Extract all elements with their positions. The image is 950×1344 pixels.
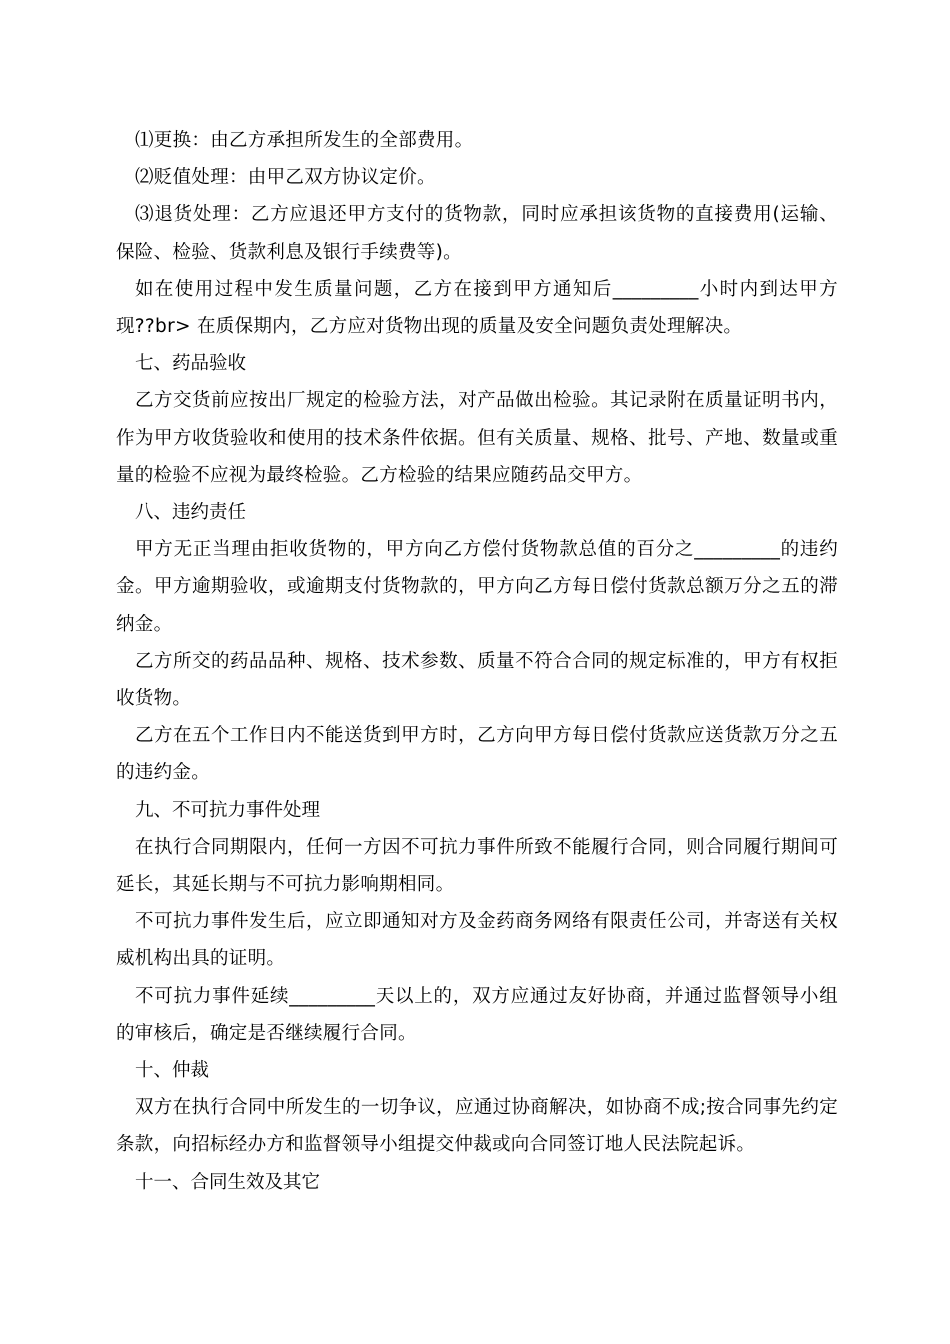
clause-rejection: 乙方所交的药品品种、规格、技术参数、质量不符合合同的规定标准的，甲方有权拒收货物。 <box>116 650 838 710</box>
section-heading-8: 八、违约责任 <box>135 502 247 524</box>
clause-quality-issue: 如在使用过程中发生质量问题，乙方在接到甲方通知后_________小时内到达甲方现??br> 在质保期内，乙方应对货物出现的质量及安全问题负责处理解决。 <box>116 278 838 338</box>
clause-force-majeure-duration: 不可抗力事件延续_________天以上的，双方应通过友好协商，并通过监督领导小组的审核后，确定是否继续履行合同。 <box>116 985 838 1044</box>
document-page <box>116 122 838 1201</box>
section-heading-10: 十、仲裁 <box>135 1060 210 1082</box>
clause-replacement: ⑴更换：由乙方承担所发生的全部费用。 <box>135 130 474 151</box>
clause-force-majeure-notice: 不可抗力事件发生后，应立即通知对方及金药商务网络有限责任公司，并寄送有关权威机构出具的证明。 <box>116 911 838 970</box>
section-heading-7: 七、药品验收 <box>135 353 247 375</box>
section-heading-9: 九、不可抗力事件处理 <box>135 799 321 821</box>
clause-party-a-penalty: 甲方无正当理由拒收货物的，甲方向乙方偿付货物款总值的百分之_________的违约金。甲方逾期验收，或逾期支付货物款的，甲方向乙方每日偿付货款总额万分之五的滞纳金。 <box>116 539 838 635</box>
clause-arbitration: 双方在执行合同中所发生的一切争议，应通过协商解决，如协商不成;按合同事先约定条款，向招标经办方和监督领导小组提交仲裁或向合同签订地人民法院起诉。 <box>116 1097 838 1156</box>
clause-force-majeure-extension: 在执行合同期限内，任何一方因不可抗力事件所致不能履行合同，则合同履行期间可延长，其延长期与不可抗力影响期相同。 <box>116 836 838 896</box>
clause-depreciation: ⑵贬值处理：由甲乙双方协议定价。 <box>135 167 436 189</box>
section-heading-11: 十一、合同生效及其它 <box>135 1171 321 1193</box>
clause-inspection: 乙方交货前应按出厂规定的检验方法，对产品做出检验。其记录附在质量证明书内，作为甲方收货验收和使用的技术条件依据。但有关质量、规格、批号、产地、数量或重量的检验不应视为最终检验。乙方检验的结果应随药品交甲方。 <box>116 390 838 486</box>
clause-return: ⑶退货处理：乙方应退还甲方支付的货物款，同时应承担该货物的直接费用(运输、保险、检验、货款利息及银行手续费等)。 <box>116 204 838 263</box>
clause-party-b-penalty: 乙方在五个工作日内不能送货到甲方时，乙方向甲方每日偿付货款应送货款万分之五的违约金。 <box>116 725 838 784</box>
